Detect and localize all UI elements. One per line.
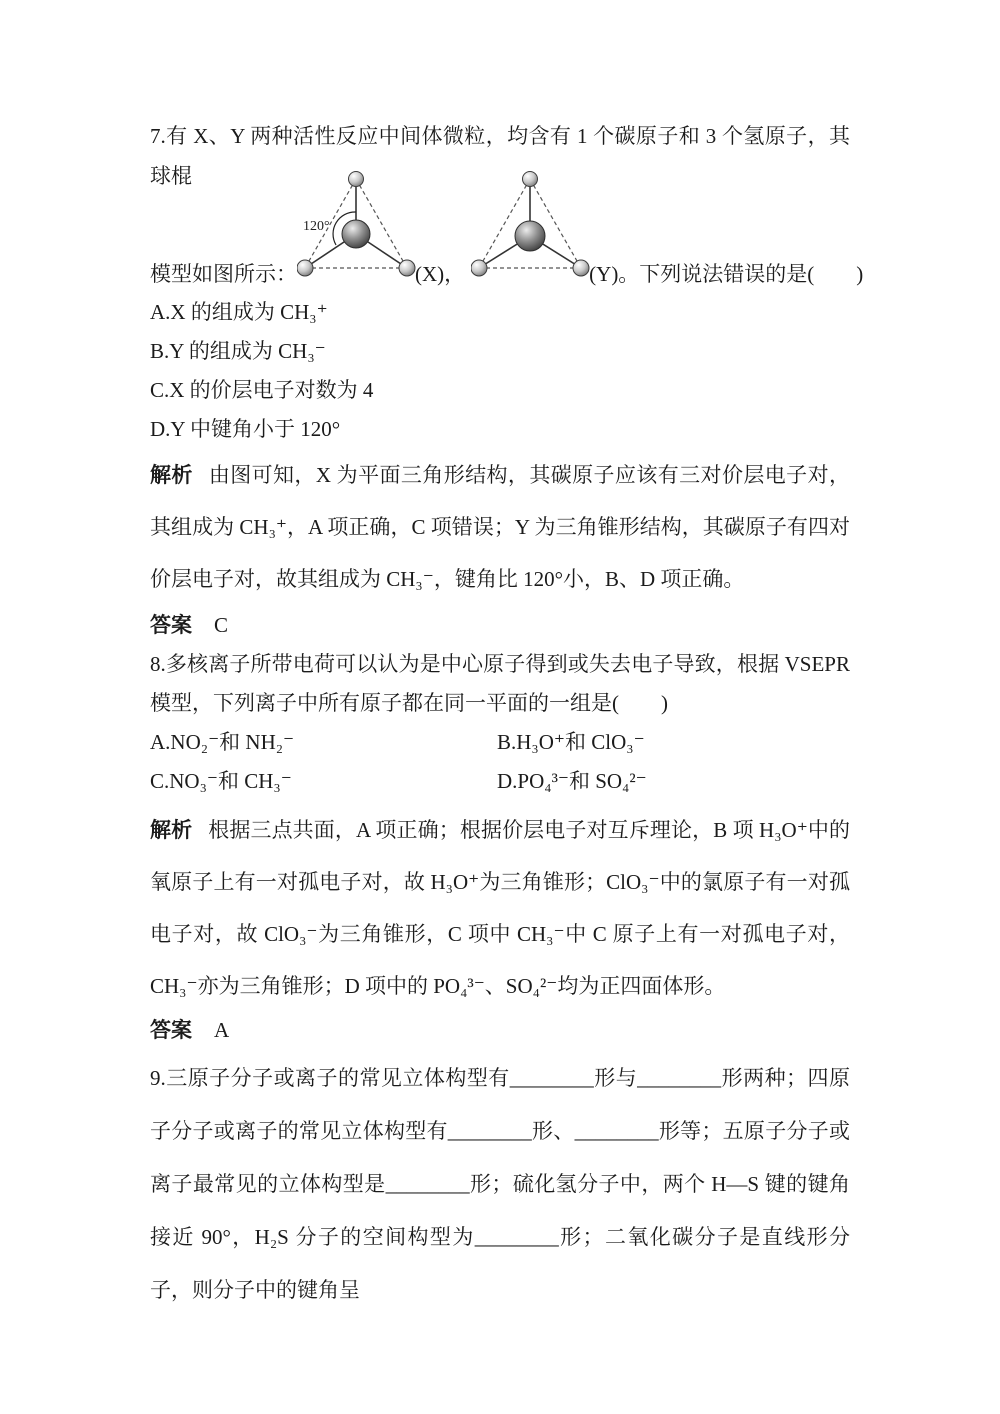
question-8-intro-text: 8.多核离子所带电荷可以认为是中心原子得到或失去电子导致，根据 VSEPR 模型，下列离子中所有原子都在同一平面的一组是( ) xyxy=(150,652,850,715)
hydrogen-atom xyxy=(523,172,538,187)
question-8-options xyxy=(150,723,850,801)
hydrogen-atom xyxy=(349,172,364,187)
model-y-caption: (Y)。下列说法错误的是( ) xyxy=(589,262,864,286)
answer-label: 答案 xyxy=(150,1018,192,1042)
hydrogen-atom xyxy=(297,260,313,276)
molecule-y-diagram xyxy=(471,168,593,290)
carbon-atom xyxy=(515,221,545,251)
option-d: D.Y 中键角小于 120° xyxy=(150,417,341,441)
question-7-answer xyxy=(150,605,850,645)
question-9-text xyxy=(150,1052,850,1317)
question-8-answer xyxy=(150,1010,850,1050)
question-8-analysis xyxy=(150,804,850,1012)
analysis-text: 根据三点共面，A 项正确；根据价层电子对互斥理论，B 项 H₃O⁺中的氧原子上有一对孤电子对，故 H₃O⁺为三角锥形；ClO₃⁻中的氯原子有一对孤电子对，故 ClO₃⁻为三角锥形，C 项中 CH₃⁻中 C 原子上有一对孤电子对，CH₃⁻亦为三角锥形；D 项中的 PO₄³⁻、SO₄²⁻均为正四面体形。 xyxy=(150,818,851,998)
option-b: B.H₃O⁺和 ClO₃⁻ xyxy=(497,730,645,754)
answer-value: C xyxy=(214,613,229,637)
question-7-model-row xyxy=(150,168,864,290)
option-d: D.PO₄³⁻和 SO₄²⁻ xyxy=(497,769,647,793)
question-9-fill-blank-text: 9.三原子分子或离子的常见立体构型有________形与________形两种；四原子分子或离子的常见立体构型有________形、________形等；五原子分子或离子最常见的立体构型是________形；硫化氢分子中，两个 H—S 键的键角接近 90°，H₂S 分子的空间构型为________形；二氧化碳分子是直线形分子，则分子中的键角呈 xyxy=(150,1066,850,1302)
model-prefix-text: 模型如图所示： xyxy=(150,262,297,286)
analysis-label: 解析 xyxy=(150,818,193,842)
question-7-analysis xyxy=(150,449,850,605)
question-7-options xyxy=(150,293,850,449)
hydrogen-atom xyxy=(471,260,487,276)
option-b: B.Y 的组成为 CH₃⁻ xyxy=(150,339,326,363)
question-7-intro-text: 7.有 X、Y 两种活性反应中间体微粒，均含有 1 个碳原子和 3 个氢原子，其球棍 xyxy=(150,124,850,188)
angle-label: 120° xyxy=(303,219,330,234)
option-c: C.NO₃⁻和 CH₃⁻ xyxy=(150,769,292,793)
hydrogen-atom xyxy=(399,260,415,276)
analysis-label: 解析 xyxy=(150,463,193,487)
option-a: A.X 的组成为 CH₃⁺ xyxy=(150,300,328,324)
hydrogen-atom xyxy=(573,260,589,276)
answer-label: 答案 xyxy=(150,613,192,637)
option-a: A.NO₂⁻和 NH₂⁻ xyxy=(150,730,295,754)
question-8-intro xyxy=(150,645,850,723)
option-c: C.X 的价层电子对数为 4 xyxy=(150,378,374,402)
analysis-text: 由图可知，X 为平面三角形结构，其碳原子应该有三对价层电子对，其组成为 CH₃⁺，A 项正确，C 项错误；Y 为三角锥形结构，其碳原子有四对价层电子对，故其组成为 CH₃⁻，键角比 120°小，B、D 项正确。 xyxy=(150,463,850,591)
molecule-x-diagram xyxy=(297,168,419,290)
carbon-atom xyxy=(342,220,370,248)
answer-value: A xyxy=(214,1018,230,1042)
model-x-caption: (X)， xyxy=(415,262,466,286)
